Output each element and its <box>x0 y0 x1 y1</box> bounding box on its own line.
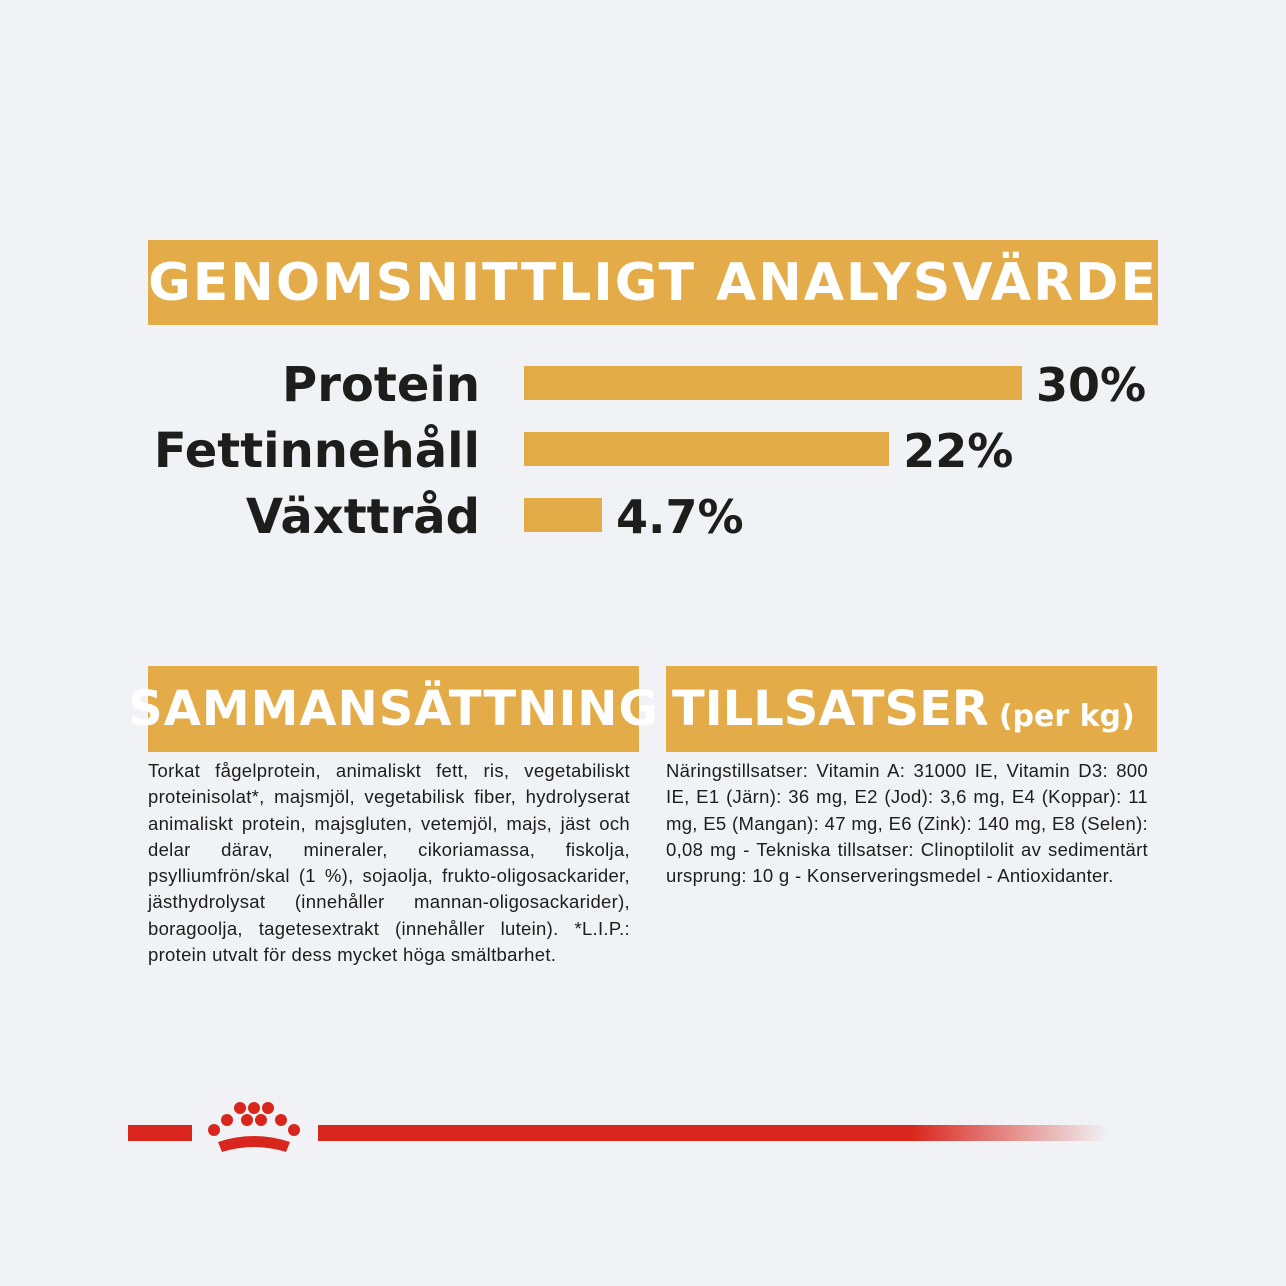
additives-title <box>666 666 1157 752</box>
bar-value-label: 22% <box>903 424 1014 478</box>
bar-value-label: 30% <box>1036 358 1147 412</box>
brand-divider <box>128 1100 1128 1160</box>
additives-title-main: TILLSATSER <box>672 681 989 737</box>
additives-title-suffix: (per kg) <box>998 698 1135 734</box>
composition-title: SAMMANSÄTTNING <box>148 666 639 752</box>
analysis-title: GENOMSNITTLIGT ANALYSVÄRDE <box>148 240 1158 325</box>
divider-left <box>128 1125 192 1141</box>
bar <box>524 432 889 466</box>
bar-label: Protein <box>282 357 480 413</box>
bar-label: Fettinnehåll <box>153 423 480 479</box>
composition-text: Torkat fågelprotein, animaliskt fett, ris, vegetabiliskt proteinisolat*, majsmjöl, vegetabilisk fiber, hydrolyserat animaliskt protein, majsgluten, vetemjöl, majs, jäst och delar därav, mineraler, cikoriamassa, fiskolja, psylliumfrön/skal (1 %), sojaolja, frukto-oligosackarider, jästhydrolysat (innehåller mannan-oligosackarider), boragoolja, tagetesextrakt (innehåller lutein). *L.I.P.: protein utvalt för dess mycket höga smältbarhet. <box>148 760 630 966</box>
bar <box>524 366 1022 400</box>
bar-label: Växttråd <box>245 489 480 545</box>
crown-icon <box>208 1102 300 1152</box>
additives-text: Näringstillsatser: Vitamin A: 31000 IE, Vitamin D3: 800 IE, E1 (Järn): 36 mg, E2 (Jod): 3,6 mg, E4 (Koppar): 11 mg, E5 (Mangan): 47 mg, E6 (Zink): 140 mg, E8 (Selen): 0,08 mg - Tekniska tillsatser: Clinoptilolit av sedimentärt ursprung: 10 g - Konserveringsmedel - Antioxidanter. <box>666 760 1148 887</box>
bar <box>524 498 602 532</box>
bar-value-label: 4.7% <box>616 490 744 544</box>
divider-right <box>318 1125 1108 1141</box>
